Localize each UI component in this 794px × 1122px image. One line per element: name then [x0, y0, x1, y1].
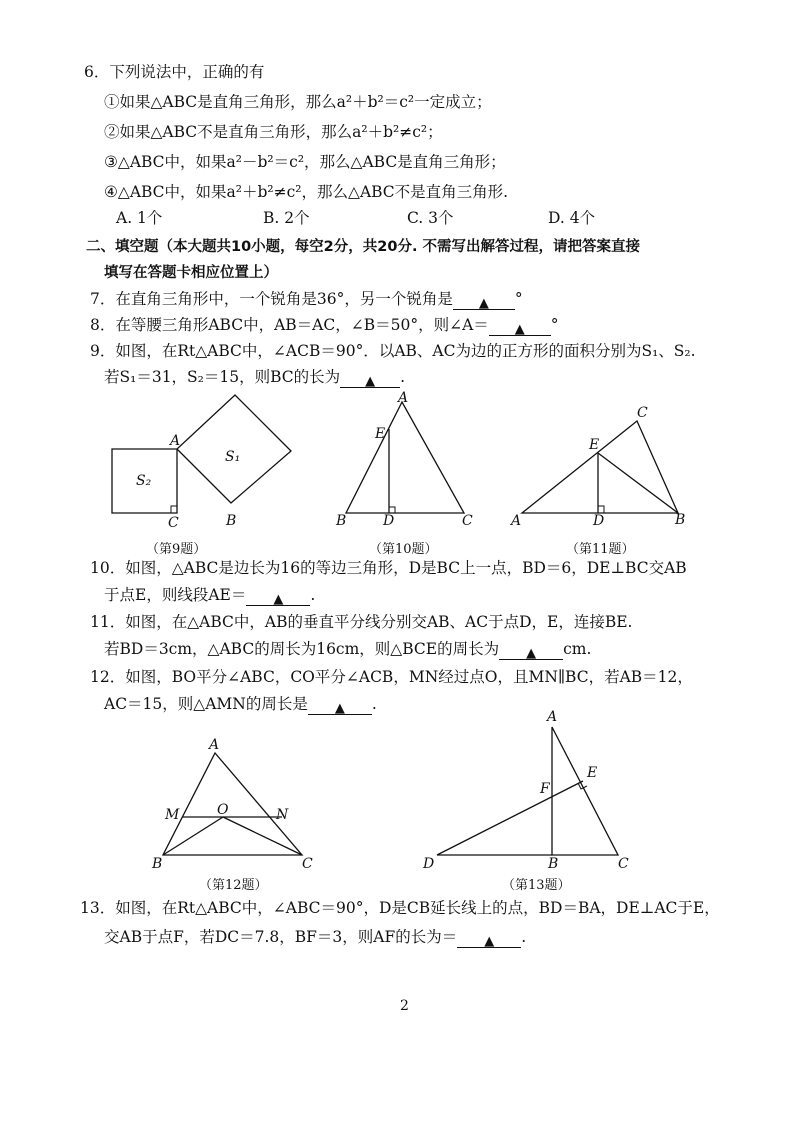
label-f: F — [540, 781, 550, 797]
q12-line1: 12．如图，BO平分∠ABC，CO平分∠ACB，MN经过点O，且MN∥BC，若AB＝12， — [90, 668, 693, 686]
label-d: D — [593, 513, 605, 529]
q13-line2 — [104, 926, 526, 948]
q12-line2 — [104, 693, 377, 715]
label-a: A — [398, 390, 409, 406]
q11-after: cm. — [563, 640, 592, 658]
triangle-icon: ▲ — [484, 934, 495, 949]
label-n: N — [276, 807, 289, 823]
segment-de — [437, 781, 583, 855]
label-o: O — [217, 802, 229, 818]
q6-statement-3: ③△ABC中，如果a²－b²＝c²，那么△ABC是直角三角形； — [104, 153, 506, 171]
q6-option-b: B. 2个 — [263, 209, 310, 227]
q10-after: . — [310, 586, 316, 604]
q12-after: . — [371, 695, 377, 713]
q9-line1: 9．如图，在Rt△ABC中，∠ACB＝90°．以AB、AC为边的正方形的面积分别为S₁、S₂. — [90, 342, 696, 360]
q7 — [90, 288, 523, 310]
q6-statement-1: ①如果△ABC是直角三角形，那么a²＋b²＝c²一定成立； — [104, 93, 492, 111]
q13-after: . — [521, 928, 527, 946]
q13-text: 交AB于点F，若DC＝7.8，BF＝3，则AF的长为＝ — [104, 928, 458, 946]
q11-line2 — [104, 638, 591, 660]
label-c: C — [168, 515, 179, 531]
q6-statement-2: ②如果△ABC不是直角三角形，那么a²＋b²≠c²； — [104, 123, 443, 141]
q10-text: 于点E，则线段AE＝ — [104, 586, 247, 604]
q9-answer-blank[interactable] — [340, 369, 400, 388]
q7-text: 7．在直角三角形中，一个锐角是36°，另一个锐角是 — [90, 290, 453, 308]
q11-line1: 11．如图，在△ABC中，AB的垂直平分线分别交AB、AC于点D，E，连接BE. — [90, 613, 633, 631]
q7-answer-blank[interactable] — [453, 291, 515, 310]
label-c: C — [302, 856, 313, 872]
figure-12 — [145, 735, 330, 875]
segment-eb — [598, 453, 678, 513]
page-number: 2 — [400, 998, 409, 1014]
label-b: B — [152, 856, 163, 872]
label-m: M — [165, 807, 180, 823]
triangle-icon: ▲ — [514, 322, 525, 337]
section-heading: 二、填空题（本大题共10小题，每空2分，共20分. 不需写出解答过程，请把答案直接 — [86, 239, 640, 255]
figure-10-caption: （第10题） — [369, 542, 438, 557]
q13-line1: 13．如图，在Rt△ABC中，∠ABC＝90°，D是CB延长线上的点，BD＝BA，DE⊥AC于E， — [80, 899, 720, 917]
figure-11-caption: （第11题） — [566, 542, 635, 557]
section-heading-cont: 填写在答题卡相应位置上） — [104, 265, 278, 281]
triangle-icon: ▲ — [273, 592, 284, 607]
label-a: A — [209, 737, 220, 753]
label-a: A — [170, 433, 181, 449]
label-c: C — [462, 513, 473, 529]
figure-11 — [505, 400, 695, 535]
triangle-abc — [163, 753, 302, 855]
right-angle-mark — [171, 506, 177, 513]
triangle-abc — [522, 421, 678, 513]
q11-answer-blank[interactable] — [499, 641, 563, 660]
label-a: A — [547, 709, 558, 725]
q10-answer-blank[interactable] — [246, 587, 310, 606]
label-b: B — [226, 513, 237, 529]
label-c: C — [618, 856, 629, 872]
label-b: B — [336, 513, 347, 529]
q9-text: 若S₁＝31，S₂＝15，则BC的长为 — [104, 368, 341, 386]
figure-9 — [100, 385, 310, 530]
triangle-icon: ▲ — [526, 646, 537, 661]
label-a: A — [511, 513, 522, 529]
q6-option-c: C. 3个 — [407, 209, 454, 227]
q11-text: 若BD＝3cm，△ABC的周长为16cm，则△BCE的周长为 — [104, 640, 500, 658]
label-s1: S₁ — [225, 449, 241, 465]
triangle-abc — [346, 402, 464, 513]
label-d: D — [423, 856, 435, 872]
q8-answer-blank[interactable] — [489, 317, 551, 336]
label-c: C — [637, 405, 648, 421]
segment-co — [223, 817, 302, 855]
q9-after: . — [400, 368, 406, 386]
q13-answer-blank[interactable] — [457, 929, 521, 948]
figure-9-caption: （第9题） — [146, 542, 207, 557]
q6-statement-4: ④△ABC中，如果a²＋b²≠c²，那么△ABC不是直角三角形. — [104, 183, 509, 201]
label-b: B — [548, 856, 559, 872]
q6-stem: 6．下列说法中，正确的有 — [84, 63, 265, 81]
q8-text: 8．在等腰三角形ABC中，AB＝AC，∠B＝50°，则∠A＝ — [90, 316, 489, 334]
q7-after: ° — [514, 290, 523, 308]
q6-option-a: A. 1个 — [116, 209, 163, 227]
triangle-icon: ▲ — [334, 701, 345, 716]
triangle-icon: ▲ — [478, 296, 489, 311]
q10-line1: 10．如图，△ABC是边长为16的等边三角形，D是BC上一点，BD＝6，DE⊥BC交AB — [90, 559, 687, 577]
label-e: E — [375, 426, 386, 442]
figure-13-caption: （第13题） — [502, 878, 571, 893]
label-d: D — [383, 513, 395, 529]
triangle-icon: ▲ — [365, 374, 376, 389]
q8 — [90, 314, 559, 336]
q8-after: ° — [550, 316, 559, 334]
q12-answer-blank[interactable] — [308, 696, 372, 715]
label-b: B — [675, 512, 686, 528]
q10-line2 — [104, 584, 315, 606]
q6-option-d: D. 4个 — [548, 209, 596, 227]
figure-10 — [335, 388, 480, 533]
label-e: E — [589, 437, 600, 453]
right-angle-mark — [598, 506, 604, 513]
figure-13 — [415, 705, 645, 880]
label-s2: S₂ — [136, 473, 152, 489]
label-e: E — [587, 765, 598, 781]
q12-text: AC＝15，则△AMN的周长是 — [104, 695, 308, 713]
figure-12-caption: （第12题） — [199, 878, 268, 893]
